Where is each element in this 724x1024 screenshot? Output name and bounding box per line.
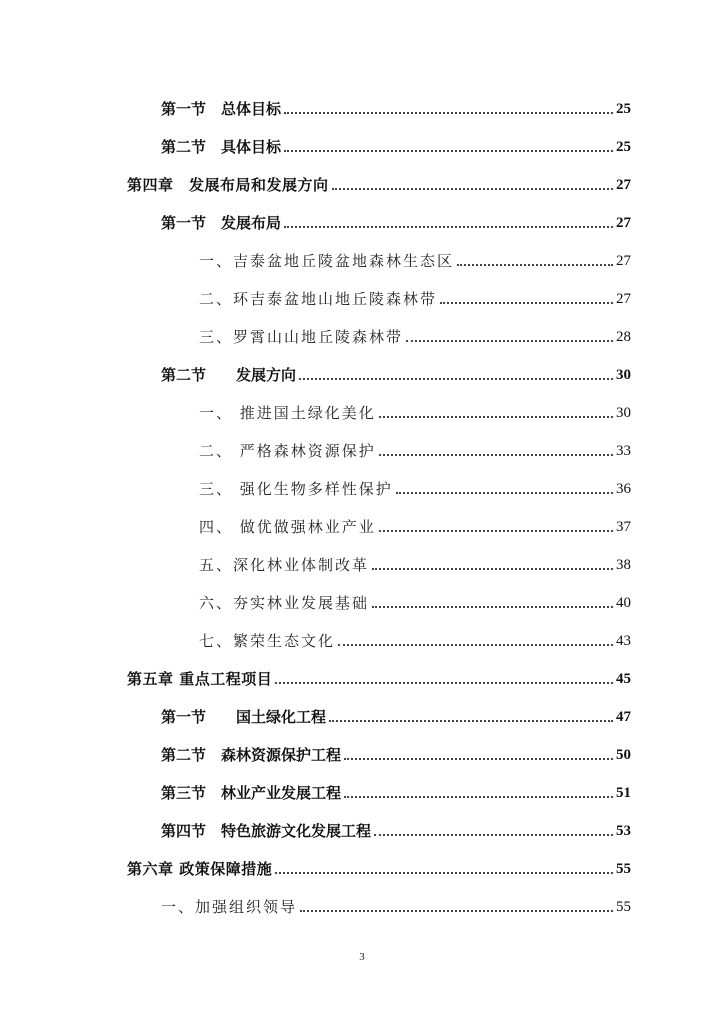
- toc-entry[interactable]: [199, 626, 631, 650]
- toc-entry-page: 25: [616, 139, 631, 155]
- dot-leader: [299, 378, 613, 380]
- toc-entry[interactable]: [161, 360, 631, 384]
- toc-entry-title: 第四节 特色旅游文化发展工程: [161, 822, 372, 840]
- toc-entry-title: 三、罗霄山山地丘陵森林带: [199, 328, 404, 346]
- dot-leader: [396, 492, 613, 494]
- toc-entry-title: 第二节 具体目标: [161, 138, 282, 156]
- toc-entry-title: 四、 做优做强林业产业: [199, 518, 376, 536]
- dot-leader: [372, 568, 613, 570]
- toc-entry-page: 37: [616, 519, 631, 535]
- toc-entry-page: 51: [616, 785, 631, 801]
- toc-entry-page: 27: [616, 253, 631, 269]
- dot-leader: [329, 720, 613, 722]
- toc-entry-page: 47: [616, 709, 631, 725]
- toc-entry-page: 28: [616, 329, 631, 345]
- toc-entry-title: 二、 严格森林资源保护: [199, 442, 376, 460]
- toc-entry-title: 一、加强组织领导: [161, 898, 298, 916]
- toc-entry[interactable]: [161, 94, 631, 118]
- toc-entry-title: 三、 强化生物多样性保护: [199, 480, 393, 498]
- toc-entry-page: 55: [616, 899, 631, 915]
- toc-entry-page: 33: [616, 443, 631, 459]
- toc-entry-page: 50: [616, 747, 631, 763]
- dot-leader: [275, 872, 613, 874]
- dot-leader: [300, 910, 613, 912]
- toc-entry[interactable]: [161, 778, 631, 802]
- toc-entry-page: 30: [616, 367, 631, 383]
- toc-entry[interactable]: [199, 398, 631, 422]
- dot-leader: [284, 112, 613, 114]
- toc-entry-title: 第二节 森林资源保护工程: [161, 746, 342, 764]
- page-number: 3: [359, 951, 365, 963]
- toc-entry[interactable]: [127, 854, 631, 878]
- toc-entry[interactable]: [199, 436, 631, 460]
- toc-entry-title: 七、繁荣生态文化: [199, 632, 336, 650]
- dot-leader: [275, 682, 613, 684]
- toc-entry[interactable]: [199, 588, 631, 612]
- toc-entry[interactable]: [161, 816, 631, 840]
- toc-entry-title: 二、环吉泰盆地山地丘陵森林带: [199, 290, 438, 308]
- toc-entry-title: 一、 推进国土绿化美化: [199, 404, 376, 422]
- dot-leader: [332, 188, 613, 190]
- dot-leader: [440, 302, 613, 304]
- toc-entry-page: 27: [616, 177, 631, 193]
- dot-leader: [338, 644, 613, 646]
- toc-entry-title: 五、深化林业体制改革: [199, 556, 370, 574]
- toc-entry[interactable]: [161, 740, 631, 764]
- toc-entry-title: 一、吉泰盆地丘陵盆地森林生态区: [199, 252, 455, 270]
- dot-leader: [406, 340, 613, 342]
- toc-entry[interactable]: [199, 322, 631, 346]
- toc-entry[interactable]: [127, 664, 631, 688]
- dot-leader: [372, 606, 613, 608]
- toc-entry[interactable]: [199, 512, 631, 536]
- toc-entry-title: 第三节 林业产业发展工程: [161, 784, 342, 802]
- toc-entry[interactable]: [199, 246, 631, 270]
- toc-entry[interactable]: [199, 474, 631, 498]
- toc-entry-page: 25: [616, 101, 631, 117]
- dot-leader: [344, 796, 613, 798]
- dot-leader: [374, 834, 613, 836]
- dot-leader: [379, 416, 613, 418]
- toc-entry-title: 第一节 总体目标: [161, 100, 282, 118]
- toc-entry[interactable]: [199, 284, 631, 308]
- toc-entry-title: 第五章 重点工程项目: [127, 670, 273, 688]
- toc-entry[interactable]: [161, 702, 631, 726]
- toc-entry-page: 30: [616, 405, 631, 421]
- toc-entry[interactable]: [199, 550, 631, 574]
- toc-entry-title: 第一节 发展布局: [161, 214, 282, 232]
- toc-entry-page: 36: [616, 481, 631, 497]
- dot-leader: [284, 226, 613, 228]
- toc-entry-title: 六、夯实林业发展基础: [199, 594, 370, 612]
- toc-entry-page: 40: [616, 595, 631, 611]
- toc-entry-page: 27: [616, 215, 631, 231]
- toc-entry[interactable]: [161, 892, 631, 916]
- toc-entry[interactable]: [161, 208, 631, 232]
- toc-entry[interactable]: [127, 170, 631, 194]
- toc-entry-title: 第四章 发展布局和发展方向: [127, 176, 329, 194]
- toc-entry-title: 第一节 国土绿化工程: [161, 708, 327, 726]
- toc-entry-page: 27: [616, 291, 631, 307]
- toc-entry-page: 38: [616, 557, 631, 573]
- dot-leader: [284, 150, 613, 152]
- dot-leader: [457, 264, 613, 266]
- toc-entry-title: 第六章 政策保障措施: [127, 860, 273, 878]
- toc-entry-page: 53: [616, 823, 631, 839]
- dot-leader: [379, 454, 613, 456]
- toc-entry-page: 45: [616, 671, 631, 687]
- toc-entry[interactable]: [161, 132, 631, 156]
- toc-entry-page: 55: [616, 861, 631, 877]
- dot-leader: [379, 530, 613, 532]
- dot-leader: [344, 758, 613, 760]
- toc-entry-page: 43: [616, 633, 631, 649]
- toc-entry-title: 第二节 发展方向: [161, 366, 297, 384]
